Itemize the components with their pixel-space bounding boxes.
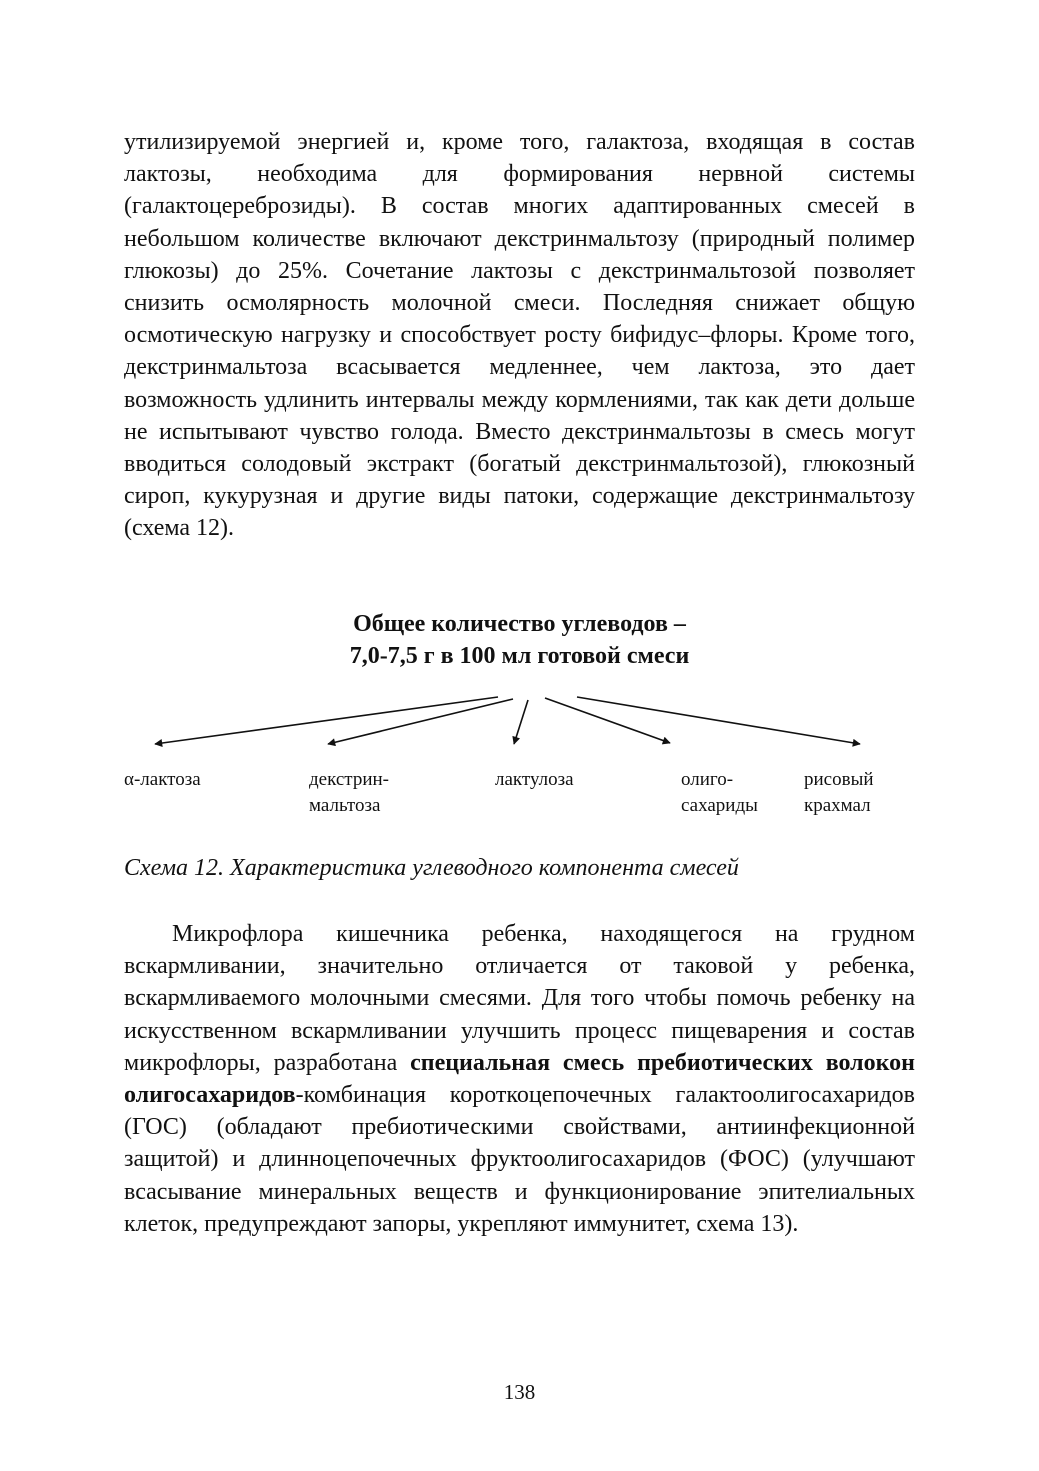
- scheme-leaf-rice-starch: [804, 767, 874, 819]
- leaf-label: крахмал: [804, 795, 871, 816]
- arrow-to-alpha-lactose: [155, 697, 498, 744]
- scheme-title-line-2: 7,0-7,5 г в 100 мл готовой смеси: [349, 643, 690, 669]
- leaf-label: сахариды: [681, 795, 758, 816]
- arrow-to-rice-starch: [577, 697, 860, 744]
- arrow-to-dextrin-maltose: [328, 699, 513, 744]
- body-paragraph-2: [124, 918, 915, 1240]
- page-number: 138: [503, 1380, 536, 1404]
- leaf-label: лактулоза: [495, 769, 574, 790]
- leaf-label: мальтоза: [309, 795, 381, 816]
- scheme-leaf-dextrin-maltose: [309, 767, 389, 819]
- scheme-caption: Схема 12. Характеристика углеводного компонента смесей: [124, 855, 739, 881]
- paragraph-2-text-end: -комбинация короткоцепочечных галактоолигосахаридов (ГОС) (обладают пребиотическими свойствами, антиинфекционной защитой) и длинноцепочечных фруктоолигосахаридов (ФОС) (улучшают всасывание минеральных веществ и функционирование эпителиальных клеток, предупреждают запоры, укрепляют иммунитет, схема 13).: [124, 1082, 915, 1237]
- leaf-label: рисовый: [804, 769, 874, 790]
- scheme-leaf-alpha-lactose: [124, 767, 201, 793]
- scheme-title-line-1: Общее количество углеводов –: [353, 611, 686, 637]
- paragraph-2-bold-term: специальная смесь пребиотических волокон олигосахаридов: [124, 1049, 915, 1109]
- leaf-label: декстрин-: [309, 769, 389, 790]
- leaf-label: олиго-: [681, 769, 734, 790]
- leaf-label: α-лактоза: [124, 769, 201, 790]
- arrow-to-oligosaccharides: [545, 698, 670, 743]
- arrow-to-lactulose: [514, 700, 528, 744]
- body-paragraph-1: утилизируемой энергией и, кроме того, галактоза, входящая в состав лактозы, необходима для формирования нервной системы (галактоцереброзиды). В состав многих адаптированных смесей в небольшом количестве включают декстринмальтозу (природный полимер глюкозы) до 25%. Сочетание лактозы с декстринмальтозой позволяет снизить осмолярность молочной смеси. Последняя снижает общую осмотическую нагрузку и способствует росту бифидус–флоры. Кроме того, декстринмальтоза всасывается медленнее, чем лактоза, это дает возможность удлинить интервалы между кормлениями, так как дети дольше не испытывают чувство голода. Вместо декстринмальтозы в смесь могут вводиться солодовый экстракт (богатый декстринмальтозой), глюкозный сироп, кукурузная и другие виды патоки, содержащие декстринмальтозу (схема 12).: [124, 129, 915, 542]
- scheme-leaf-oligosaccharides: [681, 767, 758, 819]
- scheme-leaf-lactulose: [495, 767, 574, 793]
- paragraph-2-text-start: Микрофлора кишечника ребенка, находящегося на грудном вскармливании, значительно отличается от таковой у ребенка, вскармливаемого молочными смесями. Для того чтобы помочь ребенку на искусственном вскармливании улучшить процесс пищеварения и состав микрофлоры, разработана: [124, 921, 915, 1076]
